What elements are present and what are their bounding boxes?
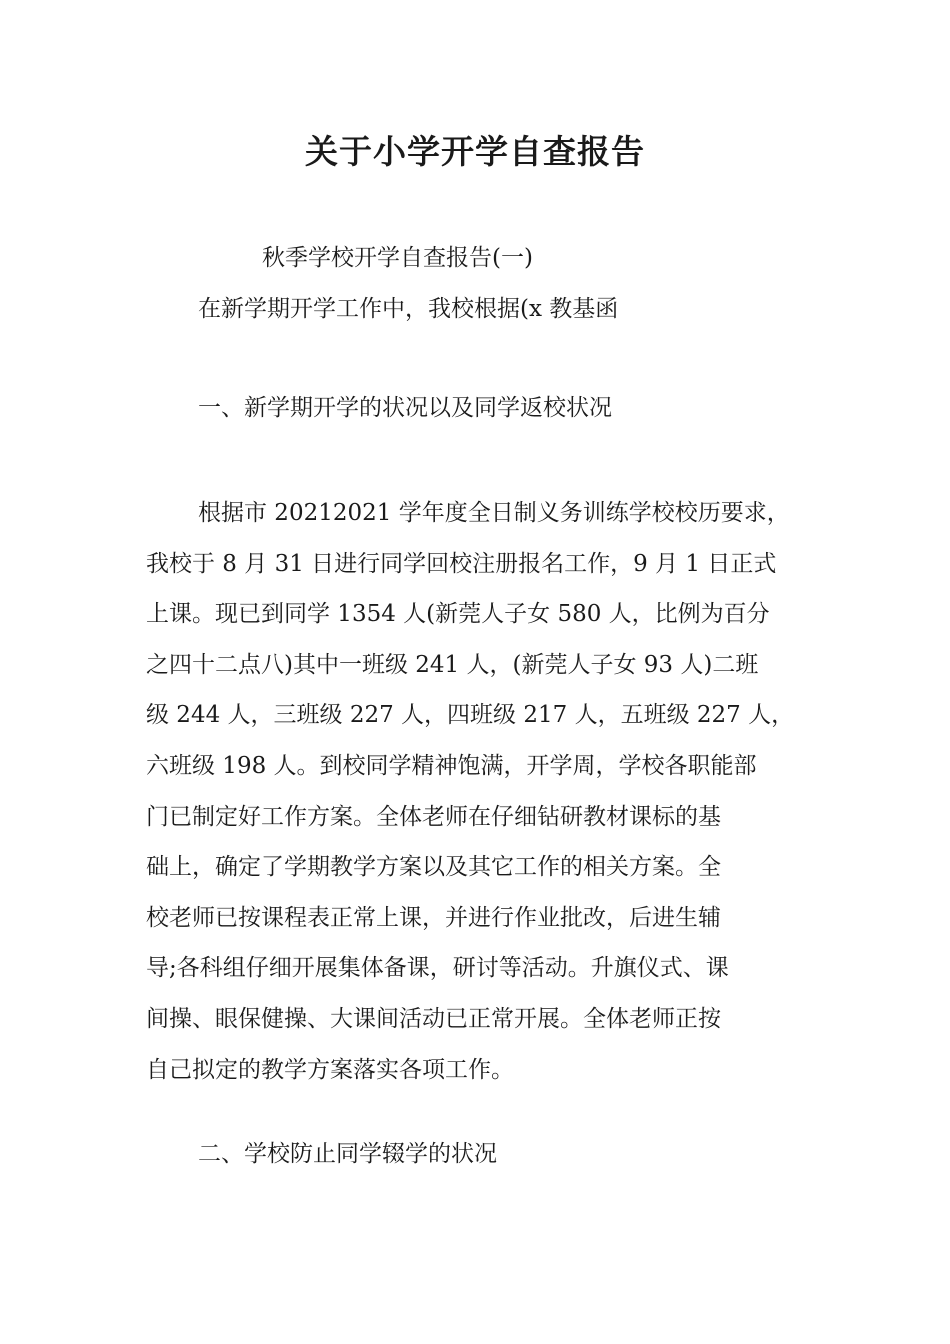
paragraph-line: 上课。现已到同学 1354 人(新莞人子女 580 人，比例为百分 <box>146 601 770 628</box>
section-2-heading: 二、学校防止同学辍学的状况 <box>198 1141 497 1167</box>
section-1-paragraph <box>146 488 816 1095</box>
paragraph-line: 自己拟定的教学方案落实各项工作。 <box>146 1056 514 1083</box>
section-1-heading: 一、新学期开学的状况以及同学返校状况 <box>198 395 612 421</box>
paragraph-line: 根据市 20212021 学年度全日制义务训练学校校历要求， <box>198 500 790 526</box>
paragraph-line: 门已制定好工作方案。全体老师在仔细钻研教材课标的基 <box>146 803 721 830</box>
document-subtitle: 秋季学校开学自查报告(一) <box>262 245 533 271</box>
paragraph-line: 之四十二点八)其中一班级 241 人，(新莞人子女 93 人)二班 <box>146 651 759 678</box>
intro-paragraph: 在新学期开学工作中，我校根据(x 教基函 <box>198 296 619 322</box>
paragraph-line: 级 244 人，三班级 227 人，四班级 217 人，五班级 227 人， <box>146 702 795 729</box>
paragraph-line: 导;各科组仔细开展集体备课，研讨等活动。升旗仪式、课 <box>146 955 729 982</box>
paragraph-line: 校老师已按课程表正常上课，并进行作业批改，后进生辅 <box>146 904 721 931</box>
paragraph-line: 六班级 198 人。到校同学精神饱满，开学周，学校各职能部 <box>146 752 757 779</box>
paragraph-line: 间操、眼保健操、大课间活动已正常开展。全体老师正按 <box>146 1005 721 1032</box>
paragraph-line: 我校于 8 月 31 日进行同学回校注册报名工作，9 月 1 日正式 <box>146 550 777 577</box>
paragraph-line: 础上，确定了学期教学方案以及其它工作的相关方案。全 <box>146 854 721 881</box>
document-title: 关于小学开学自查报告 <box>305 132 645 171</box>
